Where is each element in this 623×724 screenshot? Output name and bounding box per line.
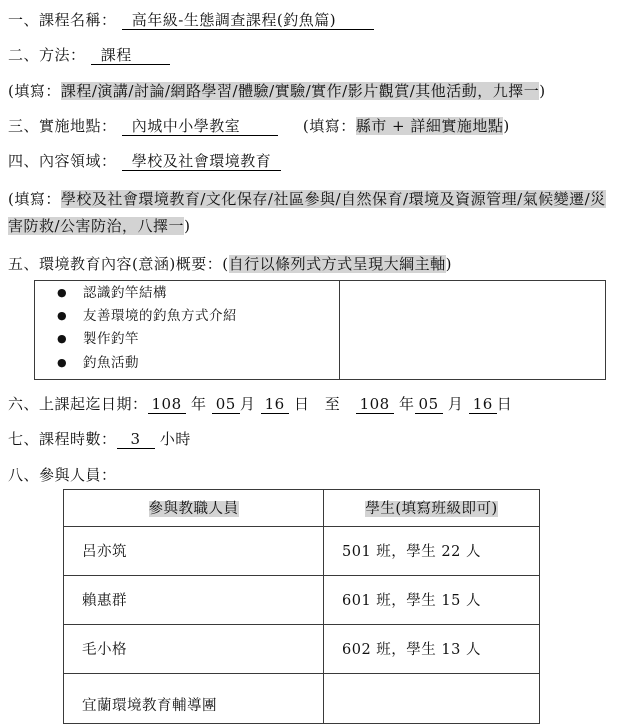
content-outline-paren-open: ( bbox=[222, 254, 229, 273]
student-class-cell[interactable] bbox=[324, 673, 540, 723]
table-row bbox=[64, 575, 540, 624]
list-item bbox=[57, 307, 339, 325]
table-row bbox=[35, 281, 606, 380]
outline-bullet-list bbox=[35, 284, 339, 372]
location-hint-suffix: ) bbox=[503, 116, 510, 135]
staff-header-cell bbox=[64, 489, 324, 526]
field-participants bbox=[8, 465, 617, 485]
location-hint-prefix: (填寫： bbox=[302, 116, 356, 135]
hours-value[interactable]: 3 bbox=[117, 430, 155, 449]
outline-item-text: 友善環境的釣魚方式介紹 bbox=[83, 308, 237, 325]
staff-name-cell[interactable]: 宜蘭環境教育輔導團 bbox=[64, 673, 324, 723]
method-label: 二、方法： bbox=[8, 46, 86, 65]
outline-item-text: 製作釣竿 bbox=[83, 331, 139, 348]
outline-item-text: 釣魚活動 bbox=[83, 354, 139, 371]
outline-empty-cell[interactable] bbox=[340, 281, 606, 380]
bullet-icon: ● bbox=[57, 286, 68, 299]
outline-list-cell[interactable] bbox=[35, 281, 340, 380]
list-item bbox=[57, 354, 339, 372]
end-year-value[interactable]: 108 bbox=[356, 395, 394, 414]
table-row bbox=[64, 673, 540, 723]
content-domain-label: 四、內容領域： bbox=[8, 152, 117, 170]
content-domain-hint-suffix: ) bbox=[184, 216, 191, 235]
course-name-value[interactable]: 高年級-生態調查課程(釣魚篇) bbox=[122, 11, 374, 30]
table-header-row bbox=[64, 489, 540, 526]
year-unit: 年 bbox=[399, 395, 415, 413]
outline-item-text: 認識釣竿結構 bbox=[83, 285, 167, 301]
dates-to-text: 至 bbox=[324, 395, 341, 413]
method-hint-options: 課程/演講/討論/網路學習/體驗/實驗/實作/影片觀賞/其他活動，九擇一 bbox=[60, 81, 540, 100]
content-domain-hint-prefix: (填寫： bbox=[8, 190, 61, 209]
field-dates bbox=[8, 394, 617, 414]
method-hint-suffix: ) bbox=[539, 81, 546, 100]
location-label: 三、實施地點： bbox=[8, 116, 117, 135]
staff-header-label: 參與教職人員 bbox=[148, 501, 239, 518]
year-unit: 年 bbox=[190, 395, 207, 413]
bullet-icon: ● bbox=[57, 332, 68, 346]
student-class-cell[interactable]: 501 班，學生 22 人 bbox=[324, 526, 540, 575]
day-unit: 日 bbox=[294, 395, 310, 413]
content-outline-table bbox=[34, 280, 606, 380]
content-outline-hint: 自行以條列式方式呈現大綱主軸 bbox=[228, 254, 446, 273]
table-row bbox=[64, 526, 540, 575]
staff-name-cell[interactable]: 賴惠群 bbox=[64, 575, 324, 624]
month-unit: 月 bbox=[239, 395, 256, 413]
location-value[interactable]: 內城中小學教室 bbox=[122, 117, 279, 136]
list-item bbox=[57, 330, 339, 348]
table-row bbox=[64, 624, 540, 673]
student-class-cell[interactable]: 601 班，學生 15 人 bbox=[324, 575, 540, 624]
start-day-value[interactable]: 16 bbox=[261, 395, 289, 414]
bullet-icon: ● bbox=[57, 309, 68, 323]
month-unit: 月 bbox=[447, 395, 464, 413]
students-header-label: 學生(填寫班級即可) bbox=[365, 501, 498, 518]
field-course-name bbox=[8, 10, 617, 30]
participants-table bbox=[63, 489, 540, 724]
start-month-value[interactable]: 05 bbox=[212, 395, 240, 414]
content-outline-label: 五、環境教育內容(意涵)概要： bbox=[8, 254, 223, 273]
content-domain-hint-options: 學校及社會環境教育/文化保存/社區參與/自然保育/環境及資源管理/氣候變遷/災害防救/公害防治，八擇一 bbox=[8, 190, 606, 235]
method-value[interactable]: 課程 bbox=[91, 46, 170, 65]
field-method bbox=[8, 45, 617, 65]
field-hours bbox=[8, 429, 617, 449]
content-outline-paren-close: ) bbox=[445, 254, 452, 273]
day-unit: 日 bbox=[496, 395, 513, 413]
method-hint-prefix: (填寫： bbox=[8, 81, 61, 100]
list-item bbox=[57, 284, 339, 302]
start-year-value[interactable]: 108 bbox=[148, 395, 186, 414]
participants-label: 八、參與人員： bbox=[8, 465, 117, 484]
content-domain-value[interactable]: 學校及社會環境教育 bbox=[122, 152, 282, 171]
content-domain-hint bbox=[8, 186, 617, 239]
method-hint bbox=[8, 81, 617, 101]
dates-label: 六、上課起迄日期： bbox=[8, 395, 148, 413]
field-location bbox=[8, 116, 617, 136]
bullet-icon: ● bbox=[57, 355, 68, 369]
end-month-value[interactable]: 05 bbox=[415, 395, 443, 414]
field-content-domain bbox=[8, 151, 617, 171]
student-class-cell[interactable]: 602 班，學生 13 人 bbox=[324, 624, 540, 673]
field-content-outline bbox=[8, 254, 617, 274]
staff-name-cell[interactable]: 呂亦筑 bbox=[64, 526, 324, 575]
students-header-cell bbox=[324, 489, 540, 526]
course-name-label: 一、課程名稱： bbox=[8, 11, 117, 29]
location-hint-options: 縣市 + 詳細實施地點 bbox=[355, 116, 504, 135]
end-day-value[interactable]: 16 bbox=[469, 395, 497, 414]
staff-name-cell[interactable]: 毛小格 bbox=[64, 624, 324, 673]
hours-label: 七、課程時數： bbox=[8, 430, 117, 449]
hours-unit: 小時 bbox=[159, 430, 191, 449]
